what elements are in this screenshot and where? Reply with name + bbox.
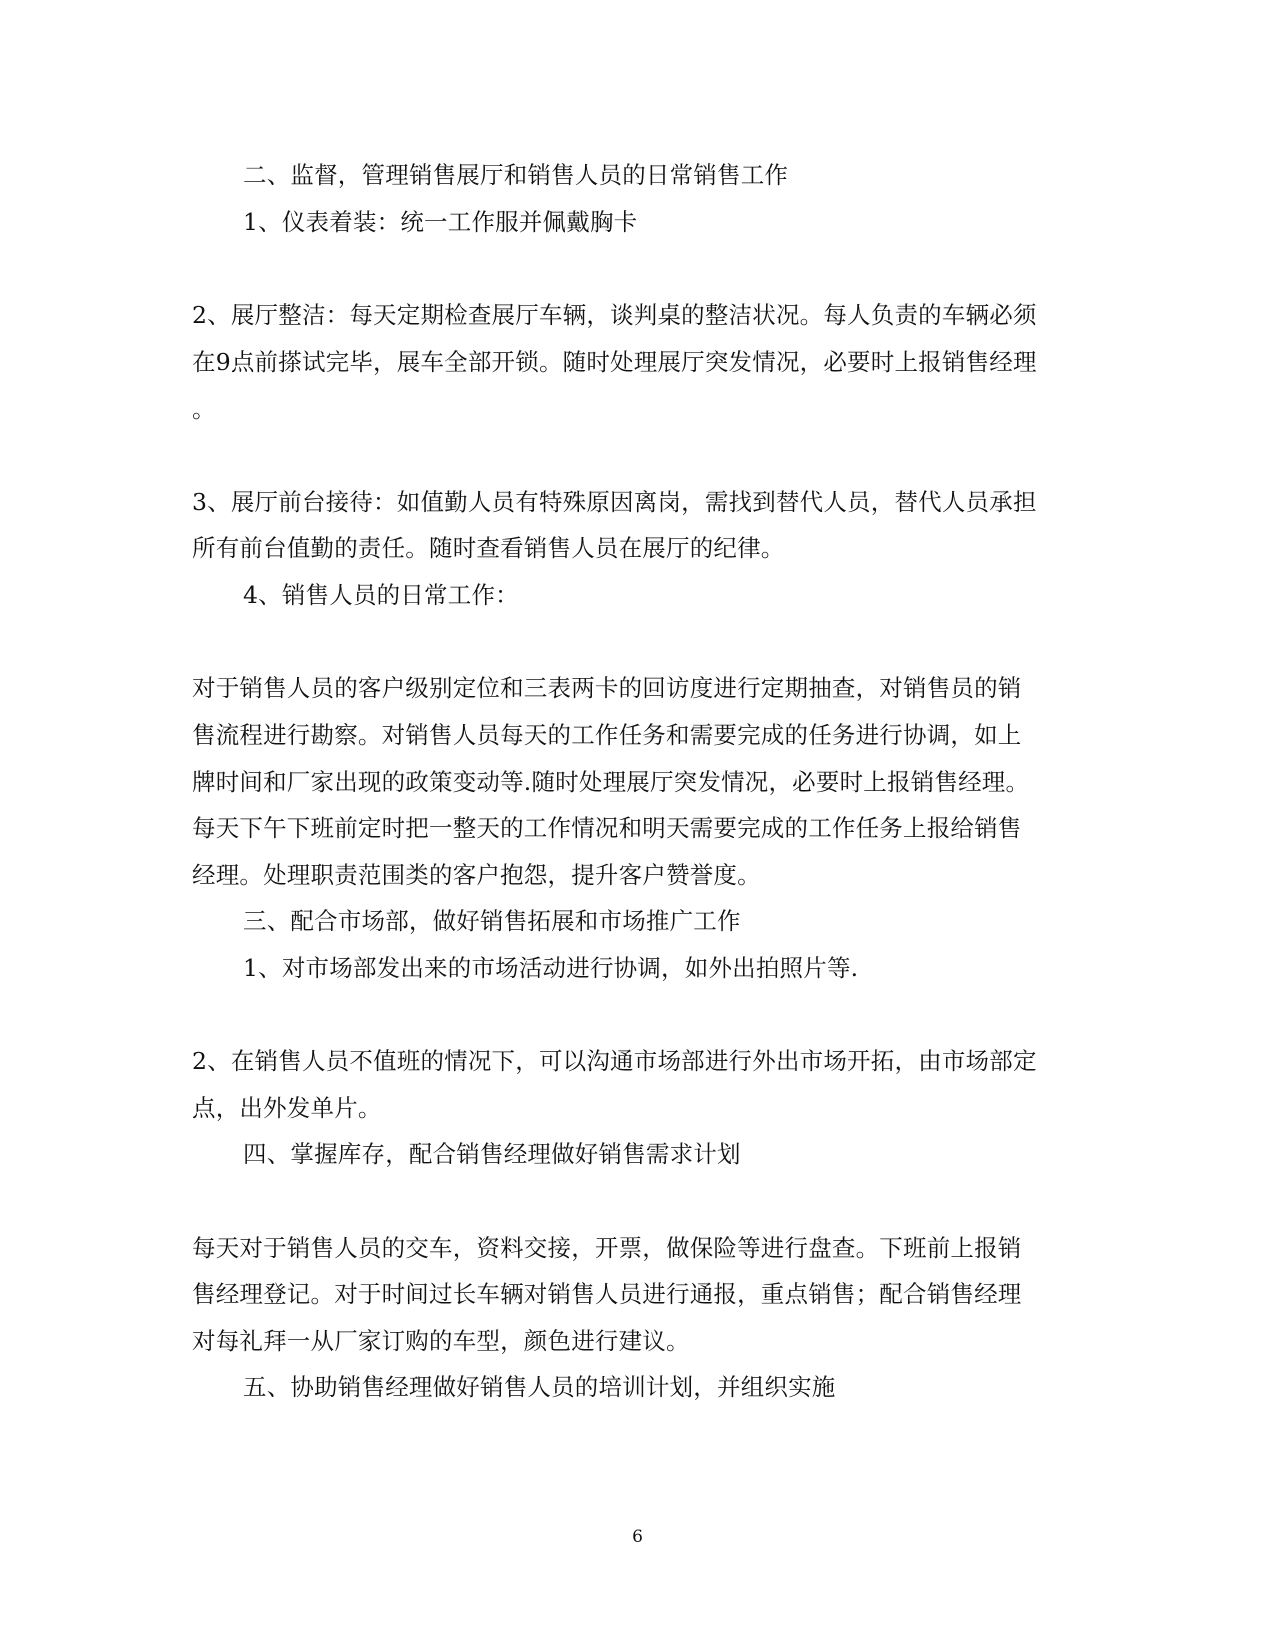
text-line: 售流程进行勘察。对销售人员每天的工作任务和需要完成的任务进行协调，如上 [192,721,1022,749]
page-number: 6 [632,1527,643,1547]
text-line: 牌时间和厂家出现的政策变动等.随时处理展厅突发情况，必要时上报销售经理。 [192,768,1030,796]
text-line: 在9点前搽试完毕，展车全部开锁。随时处理展厅突发情况，必要时上报销售经理 [192,348,1037,376]
text-line: 点，出外发单片。 [192,1094,382,1122]
text-line: 2、在销售人员不值班的情况下，可以沟通市场部进行外出市场开拓，由市场部定 [192,1047,1037,1075]
text-line: 经理。处理职责范围类的客户抱怨，提升客户赞誉度。 [192,861,761,889]
text-line: 所有前台值勤的责任。随时查看销售人员在展厅的纪律。 [192,534,785,562]
text-line: 。 [192,395,216,423]
text-line: 4、销售人员的日常工作： [243,581,519,609]
section-heading-2: 二、监督，管理销售展厅和销售人员的日常销售工作 [243,161,789,189]
text-line: 售经理登记。对于时间过长车辆对销售人员进行通报，重点销售；配合销售经理 [192,1280,1022,1308]
section-heading-4: 四、掌握库存，配合销售经理做好销售需求计划 [243,1140,741,1168]
text-line: 1、仪表着装：统一工作服并佩戴胸卡 [243,208,638,236]
text-line: 对每礼拜一从厂家订购的车型，颜色进行建议。 [192,1327,690,1355]
section-heading-5: 五、协助销售经理做好销售人员的培训计划，并组织实施 [243,1373,836,1401]
section-heading-3: 三、配合市场部，做好销售拓展和市场推广工作 [243,907,741,935]
text-line: 每天下午下班前定时把一整天的工作情况和明天需要完成的工作任务上报给销售 [192,814,1022,842]
text-line: 对于销售人员的客户级别定位和三表两卡的回访度进行定期抽查，对销售员的销 [192,674,1022,702]
text-line: 3、展厅前台接待：如值勤人员有特殊原因离岗，需找到替代人员，替代人员承担 [192,488,1037,516]
text-line: 每天对于销售人员的交车，资料交接，开票，做保险等进行盘查。下班前上报销 [192,1234,1022,1262]
text-line: 2、展厅整洁：每天定期检查展厅车辆，谈判桌的整洁状况。每人负责的车辆必须 [192,301,1037,329]
text-line: 1、对市场部发出来的市场活动进行协调，如外出拍照片等. [243,954,859,982]
